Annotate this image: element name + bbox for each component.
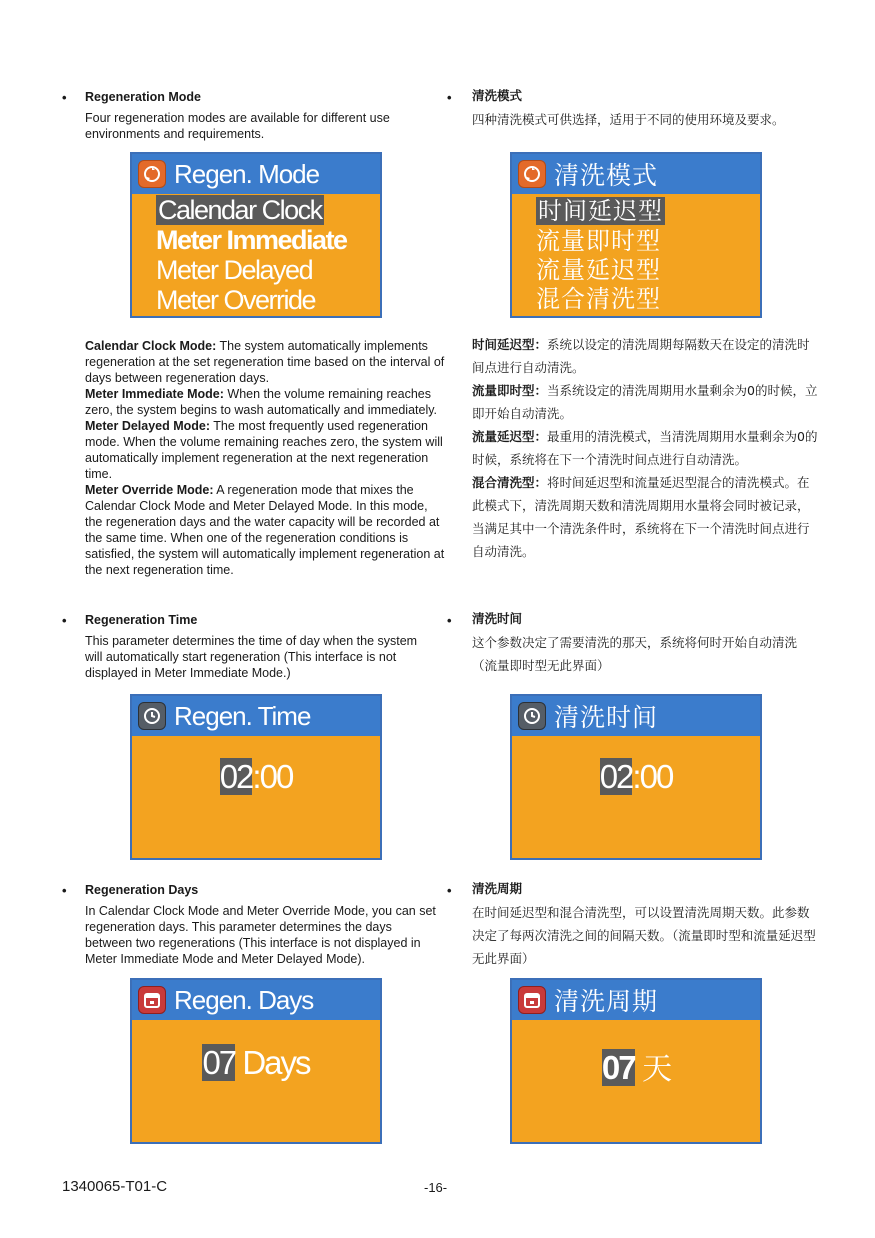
desc-meter-override: Meter Override Mode: A regeneration mode that mixes the Calendar Clock Mode and Meter Delayed Mode. In this mode, the regeneration days and the water capacity will be recorded at the same time. When one of the regeneration conditions is satisfied, the system will automatically implement regeneration at the next regeneration time. bbox=[85, 483, 445, 577]
clock-icon bbox=[518, 702, 546, 730]
recycle-icon bbox=[138, 160, 166, 188]
lcd-title: Regen. Mode bbox=[174, 158, 320, 189]
cn-intro-regen-days: 在时间延迟型和混合清洗型，可以设置清洗周期天数。此参数决定了每两次清洗之间的间隔天数。（流量即时型和流量延迟型无此界面） bbox=[472, 905, 816, 966]
lcd-regen-days-cn bbox=[510, 978, 762, 1144]
mode-option-selected[interactable]: 时间延迟型 bbox=[538, 197, 663, 225]
lcd-header bbox=[132, 696, 380, 736]
cn-intro-regen-mode: 四种清洗模式可供选择，适用于不同的使用环境及要求。 bbox=[472, 112, 785, 127]
days-field[interactable]: 07 bbox=[601, 1049, 635, 1086]
lcd-title: Regen. Days bbox=[174, 984, 314, 1015]
bullet: • bbox=[62, 613, 67, 628]
calendar-icon bbox=[138, 986, 166, 1014]
desc-meter-immediate: Meter Immediate Mode: When the volume remaining reaches zero, the system begins to wash automatically and immediately. bbox=[85, 387, 438, 417]
en-heading-regen-days: Regeneration Days bbox=[85, 883, 199, 897]
lcd-header bbox=[512, 154, 760, 194]
lcd-title: Regen. Time bbox=[174, 700, 311, 731]
mode-option[interactable]: Meter Delayed bbox=[156, 255, 313, 285]
en-heading-regen-time: Regeneration Time bbox=[85, 613, 198, 627]
bullet: • bbox=[62, 90, 67, 105]
desc-calendar-clock-cn: 时间延迟型：系统以设定的清洗周期每隔数天在设定的清洗时间点进行自动清洗。 bbox=[472, 337, 810, 375]
desc-meter-immediate-cn: 流量即时型：当系统设定的清洗周期用水量剩余为0的时候，立即开始自动清洗。 bbox=[472, 383, 818, 421]
bullet: • bbox=[447, 883, 452, 898]
recycle-icon bbox=[518, 160, 546, 188]
cn-intro-regen-time: 这个参数决定了需要清洗的那天，系统将何时开始自动清洗（流量即时型无此界面） bbox=[472, 635, 798, 673]
en-heading-regen-mode: Regeneration Mode bbox=[85, 90, 201, 104]
desc-meter-override-cn: 混合清洗型：将时间延迟型和流量延迟型混合的清洗模式。在此模式下，清洗周期天数和清洗周期用水量将会同时被记录，当满足其中一个清洗条件时，系统将在下一个清洗时间点进行自动清洗。 bbox=[472, 475, 810, 559]
hour-field[interactable]: 02 bbox=[219, 758, 253, 795]
lcd-header bbox=[512, 980, 760, 1020]
desc-meter-delayed: Meter Delayed Mode: The most frequently used regeneration mode. When the volume remaining reaches zero, the system will automatically implement regeneration at the next regeneration time. bbox=[85, 419, 443, 481]
days-value[interactable]: 07 天 bbox=[601, 1049, 671, 1087]
cn-mode-descriptions bbox=[472, 333, 820, 563]
days-value[interactable]: 07 Days bbox=[202, 1044, 310, 1081]
lcd-regen-mode-en bbox=[130, 152, 382, 318]
en-intro-regen-time: This parameter determines the time of day when the system will automatically start regeneration (This interface is not displayed in Meter Immediate Mode.) bbox=[85, 634, 418, 680]
clock-icon bbox=[138, 702, 166, 730]
mode-option[interactable]: 流量即时型 bbox=[536, 227, 661, 255]
lcd-title: 清洗模式 bbox=[554, 161, 659, 190]
bullet: • bbox=[62, 883, 67, 898]
lcd-title: 清洗周期 bbox=[554, 987, 659, 1016]
cn-heading-regen-time: 清洗时间 bbox=[472, 611, 523, 626]
bullet: • bbox=[447, 613, 452, 628]
mode-option[interactable]: 混合清洗型 bbox=[536, 285, 661, 313]
days-field[interactable]: 07 bbox=[202, 1044, 236, 1081]
calendar-icon bbox=[518, 986, 546, 1014]
page-number: -16- bbox=[424, 1180, 448, 1195]
en-intro-regen-days: In Calendar Clock Mode and Meter Override Mode, you can set regeneration days. This parameter determines the days between two regenerations (This interface is not displayed in Meter Immediate Mode and Meter Delayed Mode). bbox=[85, 904, 436, 966]
lcd-title: 清洗时间 bbox=[554, 703, 659, 732]
mode-option[interactable]: Meter Immediate bbox=[156, 225, 347, 255]
mode-option[interactable]: 流量延迟型 bbox=[536, 256, 661, 284]
time-value[interactable]: 02:00 bbox=[219, 758, 293, 795]
mode-option[interactable]: Meter Override bbox=[156, 285, 316, 315]
lcd-regen-days-en bbox=[130, 978, 382, 1144]
doc-number: 1340065-T01-C bbox=[62, 1178, 168, 1195]
desc-meter-delayed-cn: 流量延迟型：最重用的清洗模式，当清洗周期用水量剩余为0的时候，系统将在下一个清洗时间点进行自动清洗。 bbox=[472, 429, 818, 467]
lcd-regen-time-cn bbox=[510, 694, 762, 860]
time-value[interactable]: 02:00 bbox=[599, 758, 673, 795]
en-intro-regen-mode: Four regeneration modes are available for different use environments and requirements. bbox=[85, 111, 390, 141]
lcd-regen-time-en bbox=[130, 694, 382, 860]
lcd-regen-mode-cn bbox=[510, 152, 762, 318]
lcd-header bbox=[512, 696, 760, 736]
hour-field[interactable]: 02 bbox=[599, 758, 633, 795]
en-mode-descriptions bbox=[85, 338, 445, 578]
lcd-header bbox=[132, 154, 380, 194]
desc-calendar-clock: Calendar Clock Mode: The system automatically implements regeneration at the set regeneration time based on the interval of days between regeneration days. bbox=[85, 339, 445, 385]
cn-heading-regen-mode: 清洗模式 bbox=[472, 88, 523, 103]
bullet: • bbox=[447, 90, 452, 105]
cn-heading-regen-days: 清洗周期 bbox=[472, 881, 523, 896]
mode-option-selected[interactable]: Calendar Clock bbox=[158, 195, 322, 225]
lcd-header bbox=[132, 980, 380, 1020]
